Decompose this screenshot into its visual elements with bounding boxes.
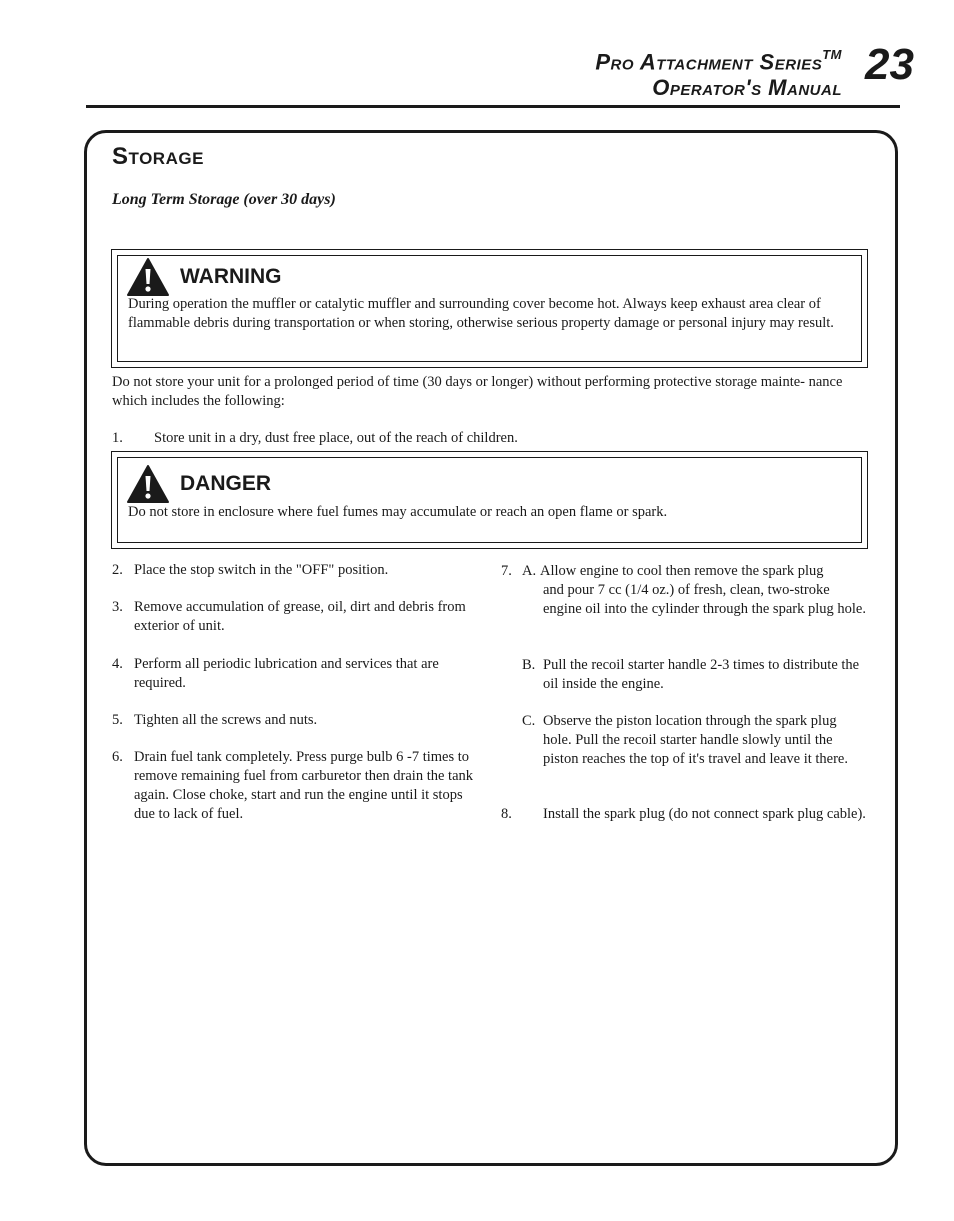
intro-paragraph: Do not store your unit for a prolonged period of time (30 days or longer) without performing protective storage mainte- nance which includes the following: (112, 374, 843, 409)
manual-title (595, 44, 842, 101)
substep-label: B. (522, 657, 536, 673)
manual-title-line2: Operator's Manual (652, 75, 842, 101)
substep-text: and pour 7 cc (1/4 oz.) of fresh, clean, two-stroke engine oil into the cylinder through the spark plug hole. (543, 582, 866, 617)
substep-text: Allow engine to cool then remove the spark plug (540, 563, 824, 579)
step-number: 2. (112, 562, 123, 578)
warning-label: WARNING (180, 265, 282, 288)
section-title: Storage (112, 143, 204, 170)
warning-triangle-icon (126, 464, 170, 504)
step-number: 5. (112, 712, 123, 728)
step-number: 4. (112, 656, 123, 672)
danger-label: DANGER (180, 472, 272, 495)
manual-title-line1: Pro Attachment Series (595, 49, 823, 75)
danger-callout-inner (117, 457, 862, 543)
danger-callout (111, 451, 868, 549)
step-text: Drain fuel tank completely. Press purge bulb 6 -7 times to remove remaining fuel from carburetor then drain the tank again. Close choke, start and run the engine until it stops due to lack of fuel. (134, 749, 474, 822)
step-number: 7. (501, 563, 512, 579)
step-text: Tighten all the screws and nuts. (134, 712, 318, 728)
step-text: Place the stop switch in the "OFF" position. (134, 562, 389, 578)
section-subtitle: Long Term Storage (over 30 days) (112, 191, 336, 208)
warning-callout (111, 249, 868, 368)
page-number: 23 (865, 40, 914, 89)
step-text: Perform all periodic lubrication and services that are required. (134, 656, 439, 691)
warning-text: During operation the muffler or catalytic muffler and surrounding cover become hot. Always keep exhaust area clear of flammable debris during transportation or when storing, otherwise serious property damage or personal injury may result. (128, 296, 834, 331)
step-number: 1. (112, 430, 123, 446)
warning-callout-inner (117, 255, 862, 362)
step-number: 6. (112, 749, 123, 765)
step-text: Store unit in a dry, dust free place, out of the reach of children. (154, 430, 518, 446)
header-rule (86, 105, 900, 108)
step-text: Remove accumulation of grease, oil, dirt and debris from exterior of unit. (134, 599, 466, 634)
substep-text: Pull the recoil starter handle 2-3 times to distribute the oil inside the engine. (543, 657, 860, 692)
substep-text: Observe the piston location through the spark plug hole. Pull the recoil starter handle slowly until the piston reaches the top of it's travel and leave it there. (543, 713, 848, 767)
danger-text: Do not store in enclosure where fuel fumes may accumulate or reach an open flame or spark. (128, 504, 668, 520)
step-text: Install the spark plug (do not connect spark plug cable). (543, 806, 866, 822)
trademark: TM (822, 47, 842, 62)
substep-label: C. (522, 713, 536, 729)
substep-label: A. (522, 563, 537, 579)
warning-triangle-icon (126, 257, 170, 297)
step-number: 3. (112, 599, 123, 615)
step-number: 8. (501, 806, 512, 822)
